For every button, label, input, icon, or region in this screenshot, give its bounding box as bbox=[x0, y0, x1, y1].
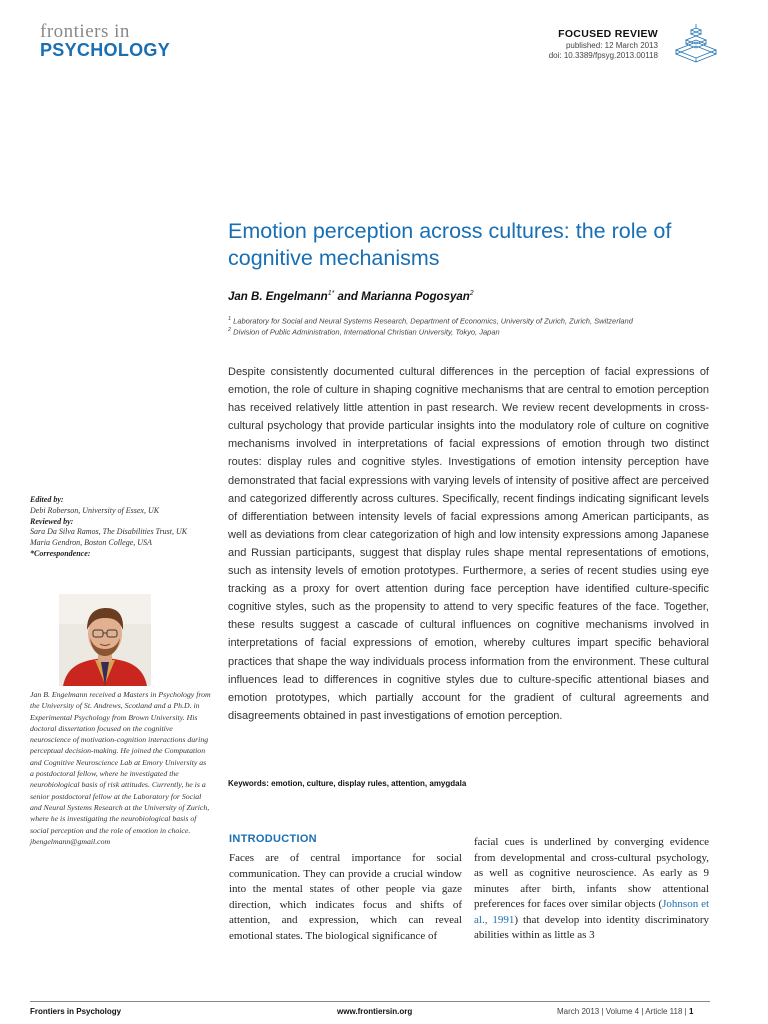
body-column-2 bbox=[474, 835, 709, 944]
footer-issue bbox=[557, 1007, 693, 1016]
author-affil-mark: 1* bbox=[327, 290, 335, 297]
author-bio bbox=[30, 689, 212, 847]
page-number: 1 bbox=[688, 1007, 694, 1016]
affiliation-mark: 2 bbox=[228, 327, 232, 333]
author-name[interactable]: Jan B. Engelmann bbox=[228, 290, 328, 303]
review-info bbox=[549, 28, 658, 61]
body-column-1: Faces are of central importance for social communication. They can provide a crucial window into the mental states of other people via gaze direction, which indicates focus and shifts of attention, and expression, which can reveal emotional states. The biological significance of bbox=[229, 852, 462, 942]
authors bbox=[228, 290, 474, 303]
edited-by-label: Edited by: bbox=[30, 495, 64, 504]
footer-journal: Frontiers in Psychology bbox=[30, 1007, 122, 1016]
footer-divider bbox=[30, 1001, 710, 1002]
author-photo bbox=[59, 594, 151, 686]
frontiers-cube-icon bbox=[670, 22, 722, 66]
author-conjunction: and bbox=[334, 290, 362, 303]
journal-logo-line2: PSYCHOLOGY bbox=[40, 40, 171, 60]
citation-link[interactable]: Johnson et al., 1991 bbox=[474, 898, 710, 926]
body-text: facial cues is underlined by converging evidence from developmental and cross-cultural psychology, as well as cognitive neuroscience. As early as 9 minutes after birth, infants show attentional preferences for faces over similar objects ( bbox=[474, 836, 709, 910]
reviewed-by-label: Reviewed by: bbox=[30, 516, 74, 526]
review-type: FOCUSED REVIEW bbox=[558, 28, 658, 40]
editor: Debi Roberson, University of Essex, UK bbox=[30, 505, 160, 515]
reviewer: Maria Gendron, Boston College, USA bbox=[30, 538, 152, 548]
affiliation bbox=[228, 327, 500, 337]
author-name[interactable]: Marianna Pogosyan bbox=[361, 290, 470, 303]
correspondence-label: *Correspondence: bbox=[30, 548, 91, 558]
editorial-info bbox=[30, 495, 212, 560]
affiliation bbox=[228, 316, 633, 326]
author-email[interactable]: jbengelmann@gmail.com bbox=[30, 836, 111, 846]
published-date: published: 12 March 2013 bbox=[565, 41, 658, 50]
journal-logo-line1: frontiers in bbox=[40, 21, 130, 42]
author-bio-text: Jan B. Engelmann received a Masters in Psychology from the University of St. Andrews, Scotland and a Ph.D. in Experimental Psychology from Brown University. His doctoral dissertation focused on the cognitive neuroscience of motivation-cognition interactions during perceptual decision-making. He joined the Computation and Cognitive Neuroscience Lab at Emory University as a postdoctoral fellow, where he investigated the neurobiological basis of risk attitudes. Currently, he is a senior postdoctoral fellow at the Laboratory for Social and Neural Systems Research at the University of Zurich, where he is investigating the neurobiological basis of social perception and the role of emotion in choice. bbox=[30, 690, 211, 835]
footer-website[interactable]: www.frontiersin.org bbox=[337, 1007, 413, 1016]
journal-logo bbox=[40, 22, 170, 60]
affiliation-mark: 1 bbox=[228, 316, 232, 322]
affiliation-text: Laboratory for Social and Neural Systems Research, Department of Economics, University of Zurich, Zurich, Switzerland bbox=[231, 316, 633, 326]
doi: doi: 10.3389/fpsyg.2013.00118 bbox=[548, 51, 658, 60]
body-text: ) that develop into identity discriminatory abilities within as little as 3 bbox=[474, 913, 709, 941]
footer-issue-text: March 2013 | Volume 4 | Article 118 | bbox=[557, 1007, 689, 1016]
reviewer: Sara Da Silva Ramos, The Disabilities Trust, UK bbox=[30, 527, 188, 537]
affiliation-text: Division of Public Administration, International Christian University, Tokyo, Japan bbox=[231, 327, 500, 337]
section-heading: INTRODUCTION bbox=[229, 833, 317, 845]
author-affil-mark: 2 bbox=[469, 290, 474, 297]
keywords: Keywords: emotion, culture, display rules, attention, amygdala bbox=[228, 779, 467, 788]
abstract: Despite consistently documented cultural differences in the perception of facial expressions of emotion, the role of culture in shaping cognitive mechanisms that are central to emotion perception has received relatively little attention in past research. We review recent developments in cross-cultural psychology that provide particular insights into the modulatory role of culture on cognitive mechanisms involved in interpretations of facial expressions of emotion through two distinct routes: display rules and cognitive styles. Investigations of emotion intensity perception have demonstrated that facial expressions with varying levels of intensity of positive affect are perceived and categorized differently across cultures. Specifically, recent findings indicating significant levels of differentiation between intensity levels of facial expressions among American participants, as well as deviations from clear categorization of high and low intensity expressions among Japanese and Russian participants, suggest that display rules shape mental representations of emotions, such as intensity levels of emotion prototypes. Furthermore, a series of recent studies using eye tracking as a proxy for overt attention during face perception have identified culture-specific cognitive styles, such as the propensity to attend to very specific features of the face. Together, these results suggest a cascade of cultural influences on cognitive mechanisms involved in interpretations of facial expressions of emotion, whereby cultures impart specific behavioral practices that shape the way individuals process information from the environment. These cultural influences lead to differences in cognitive styles due to culture-specific attentional biases and emotion prototypes, which partially account for the gradient of cultural agreements and disagreements obtained in past investigations of emotion perception. bbox=[228, 366, 709, 722]
article-title: Emotion perception across cultures: the role of cognitive mechanisms bbox=[228, 219, 672, 270]
